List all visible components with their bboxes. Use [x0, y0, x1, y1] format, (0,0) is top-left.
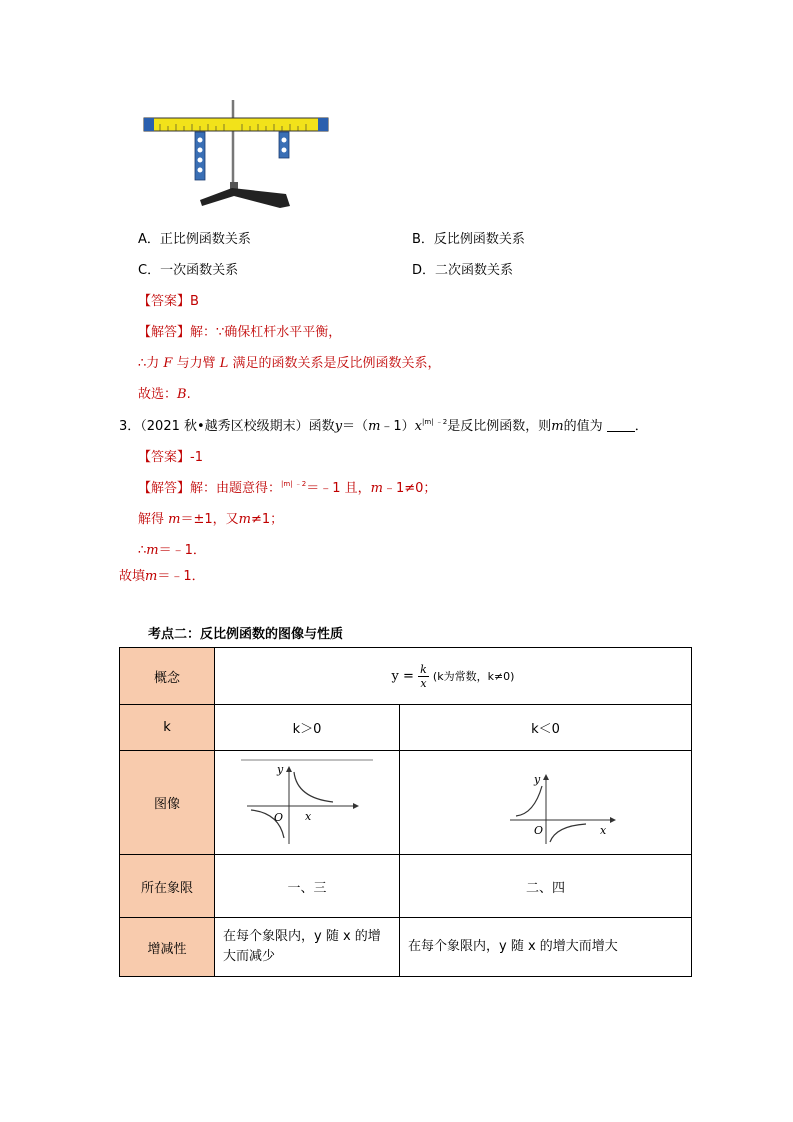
answer-value: B [190, 294, 199, 309]
q3-answer [138, 446, 203, 465]
text: 与力臂 [176, 356, 216, 371]
answer-blank [607, 419, 635, 432]
var-m: m [551, 419, 564, 434]
row-header-graph: 图像 [120, 751, 215, 855]
text: 解：由题意得： [190, 481, 282, 496]
fraction-numerator: k [420, 662, 427, 676]
text: ＝±1，又 [180, 512, 239, 527]
var-m: m [368, 419, 381, 434]
axis-y-label: y [533, 772, 540, 786]
text: ＝﹣1． [158, 543, 206, 558]
option-b: B．反比例函数关系 [412, 232, 525, 247]
text: ＝﹣1． [157, 569, 205, 584]
option-a: A．正比例函数关系 [138, 232, 251, 247]
var-b: B [177, 387, 187, 402]
q3-fill-line [119, 565, 205, 584]
question-number: 3． [119, 419, 141, 434]
table-row [120, 855, 692, 918]
formula-cell [215, 648, 692, 705]
text: ． [634, 419, 648, 434]
text: 故选： [138, 387, 178, 402]
formula-note: (k为常数，k≠0) [432, 669, 515, 683]
solution-tag: 【解答】 [138, 481, 191, 496]
text: . [186, 387, 191, 402]
var-m: m [145, 569, 158, 584]
solution-tag: 【解答】 [138, 325, 191, 340]
monotonic-negative-cell: 在每个象限内，y 随 x 的增大而增大 [400, 918, 692, 977]
answer-value: -1 [190, 450, 203, 465]
graph-positive-cell [215, 751, 400, 855]
q2-answer [138, 290, 199, 309]
var-m: m [238, 512, 251, 527]
origin-label: O [533, 823, 543, 837]
var-l: L [219, 356, 229, 371]
row-header-monotonic: 增减性 [120, 918, 215, 977]
row-header-k: k [120, 705, 215, 751]
row-header-quadrant: 所在象限 [120, 855, 215, 918]
q2-solution-line2 [138, 352, 441, 371]
text: ∴力 [138, 356, 160, 371]
var-y: y [334, 419, 343, 434]
var-x: x [414, 419, 423, 434]
axis-x-label: x [599, 823, 606, 837]
var-f: F [163, 356, 173, 371]
var-m: m [146, 543, 159, 558]
solution-text: 解：∵确保杠杆水平平衡， [190, 325, 342, 340]
text: 函数 [308, 419, 335, 434]
text: ﹣1≠0； [382, 481, 437, 496]
q3-stem [119, 415, 648, 434]
monotonic-positive-cell: 在每个象限内，y 随 x 的增大而减少 [215, 918, 400, 977]
quadrant-positive-cell: 一、三 [215, 855, 400, 918]
fraction-denominator: x [420, 676, 427, 690]
table-row [120, 705, 692, 751]
fraction [418, 663, 429, 690]
answer-tag: 【答案】 [138, 294, 191, 309]
exponent: |m| ﹣2 [422, 418, 448, 426]
formula-y: y [391, 668, 399, 684]
text: ≠1； [250, 512, 284, 527]
k-negative-cell: k＜0 [400, 705, 692, 751]
text: 解得 [138, 512, 165, 527]
q2-solution-line1 [138, 321, 341, 340]
option-d: D．二次函数关系 [412, 263, 514, 278]
properties-table [119, 647, 692, 977]
table-row [120, 751, 692, 855]
exponent: |m| ﹣2 [281, 480, 307, 488]
text: ＝﹣1 且， [306, 481, 371, 496]
hyperbola-k-negative-graph [476, 758, 616, 848]
text: 的值为 [563, 419, 603, 434]
origin-label: O [274, 810, 284, 824]
text: ＝（ [342, 419, 369, 434]
answer-tag: 【答案】 [138, 450, 191, 465]
text: ﹣1） [380, 419, 415, 434]
var-m: m [168, 512, 181, 527]
row-header-concept: 概念 [120, 648, 215, 705]
table-row [120, 648, 692, 705]
lever-balance-figure [140, 96, 332, 214]
table-row [120, 918, 692, 977]
k-positive-cell: k＞0 [215, 705, 400, 751]
section-title: 考点二：反比例函数的图像与性质 [148, 627, 344, 642]
q3-solution-line3 [138, 539, 206, 558]
text: 满足的函数关系是反比例函数关系， [232, 356, 441, 371]
axis-x-label: x [305, 809, 312, 823]
graph-negative-cell [400, 751, 692, 855]
q3-solution-line2 [138, 508, 283, 527]
formula-eq: = [403, 668, 414, 684]
text: 故填 [119, 569, 146, 584]
text: ∴ [138, 543, 147, 558]
question-source: （2021 秋•越秀区校级期末） [140, 419, 309, 434]
axis-y-label: y [277, 762, 284, 776]
q2-solution-line3 [138, 383, 191, 402]
text: 是反比例函数，则 [447, 419, 552, 434]
hyperbola-k-positive-graph [237, 758, 377, 848]
var-m: m [370, 481, 383, 496]
q3-solution-line1 [138, 477, 436, 496]
option-c: C．一次函数关系 [138, 263, 239, 278]
quadrant-negative-cell: 二、四 [400, 855, 692, 918]
